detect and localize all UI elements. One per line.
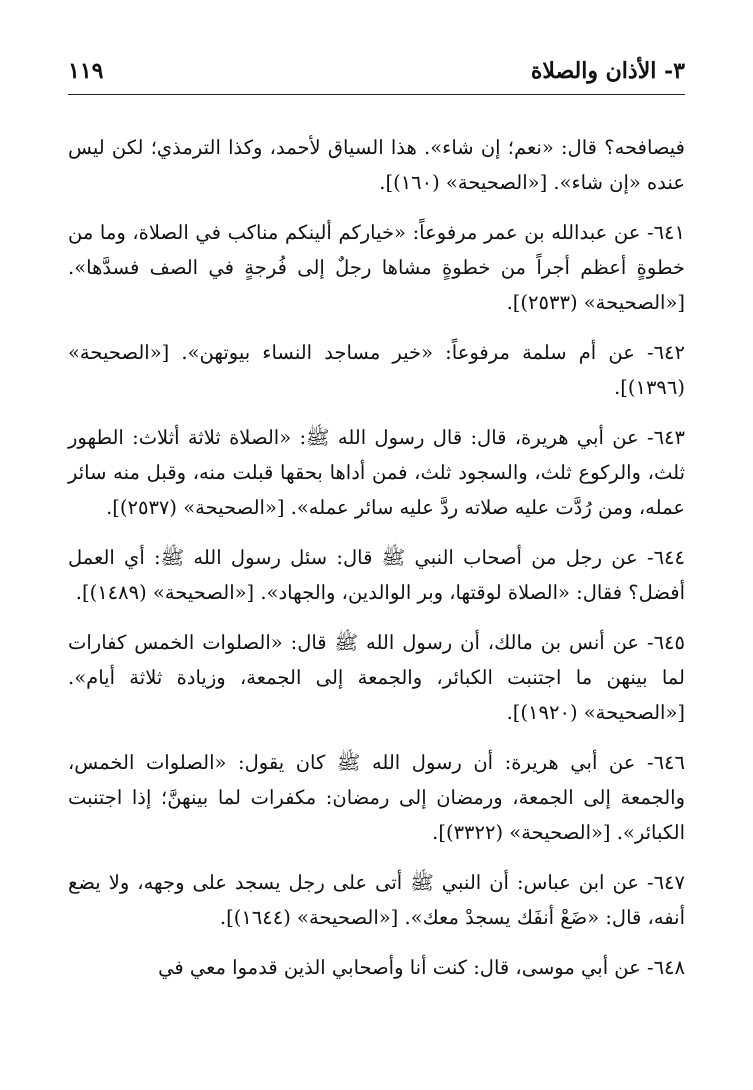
hadith-paragraph: ٦٤٧- عن ابن عباس: أن النبي ﷺ أتى على رجل يسجد على وجهه، ولا يضع أنفه، قال: «ضَعْ أنفَك يسجدْ معك». [«الصحيحة» (١٦٤٤)]. <box>68 871 685 929</box>
hadith-paragraph: ٦٤٣- عن أبي هريرة، قال: قال رسول الله ﷺ: «الصلاة ثلاثة أثلاث: الطهور ثلث، والركوع ثلث، والسجود ثلث، فمن أداها بحقها قبلت منه، وقبل منه سائر عمله، ومن رُدَّت عليه صلاته ردَّ عليه سائر عمله». [«الصحيحة» (٢٥٣٧)]. <box>68 426 685 519</box>
hadith-paragraph: فيصافحه؟ قال: «نعم؛ إن شاء». هذا السياق لأحمد، وكذا الترمذي؛ لكن ليس عنده «إن شاء». [«الصحيحة» (١٦٠)]. <box>68 136 685 194</box>
chapter-title: ٣- الأذان والصلاة <box>530 58 685 84</box>
header-rule <box>68 94 685 95</box>
hadith-paragraph: ٦٤٥- عن أنس بن مالك، أن رسول الله ﷺ قال: «الصلوات الخمس كفارات لما بينهن ما اجتنبت الكبائر، والجمعة إلى الجمعة، وزيادة ثلاثة أيام». [«الصحيحة» (١٩٢٠)]. <box>68 631 685 724</box>
hadith-paragraph: ٦٤٦- عن أبي هريرة: أن رسول الله ﷺ كان يقول: «الصلوات الخمس، والجمعة إلى الجمعة، ورمضان إلى رمضان: مكفرات لما بينهنَّ؛ إذا اجتنبت الكبائر». [«الصحيحة» (٣٣٢٢)]. <box>68 751 685 844</box>
hadith-paragraph: ٦٤٢- عن أم سلمة مرفوعاً: «خير مساجد النساء بيوتهن». [«الصحيحة» (١٣٩٦)]. <box>68 341 685 399</box>
hadith-paragraph: ٦٤١- عن عبدالله بن عمر مرفوعاً: «خياركم ألينكم مناكب في الصلاة، وما من خطوةٍ أعظم أجراً من خطوةٍ مشاها رجلٌ إلى فُرجةٍ في الصف فسدَّها». [«الصحيحة» (٢٥٣٣)]. <box>68 221 685 314</box>
page-number: ١١٩ <box>68 58 104 84</box>
hadith-paragraph: ٦٤٤- عن رجل من أصحاب النبي ﷺ قال: سئل رسول الله ﷺ: أي العمل أفضل؟ فقال: «الصلاة لوقتها، وبر الوالدين، والجهاد». [«الصحيحة» (١٤٨٩)]. <box>68 546 685 604</box>
running-header <box>68 58 685 92</box>
hadith-paragraph: ٦٤٨- عن أبي موسى، قال: كنت أنا وأصحابي الذين قدموا معي في <box>158 956 685 979</box>
page-body <box>68 130 685 1000</box>
